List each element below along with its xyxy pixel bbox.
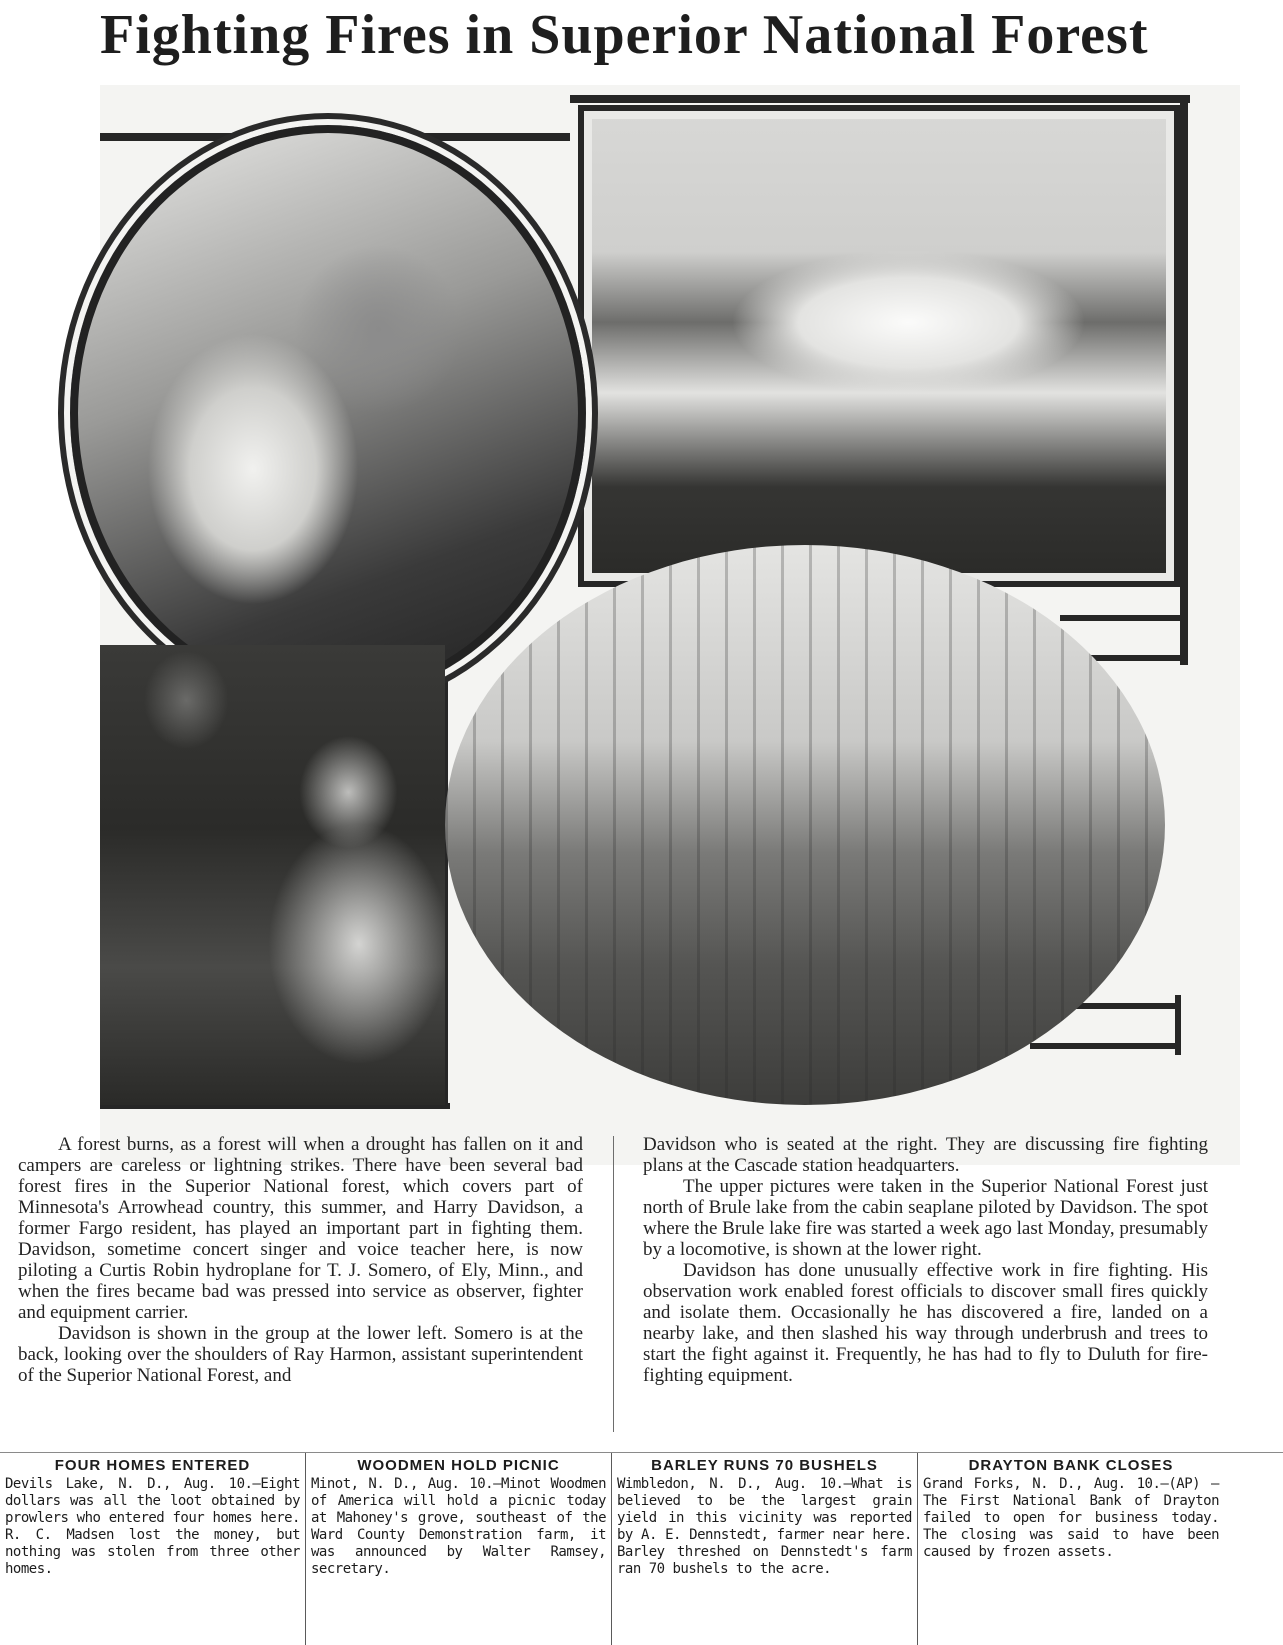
brief-text: Grand Forks, N. D., Aug. 10.—(AP) —The First National Bank of Drayton failed to open for business today. The closing was said to have been caused by frozen assets. xyxy=(923,1476,1219,1560)
column-divider xyxy=(613,1136,614,1432)
brief-title: FOUR HOMES ENTERED xyxy=(54,1457,251,1474)
article-paragraph: Davidson has done unusually effective work in fire fighting. His observation work enabled forest officials to discover small fires quickly and isolate them. Occasionally he has discovered a fire, landed on a nearby lake, and then slashed his way through underbrush and trees to start the fight against it. Frequently, he has had to fly to Duluth for fire-fighting equipment. xyxy=(643,1260,1208,1386)
article-column-right xyxy=(643,1134,1208,1434)
brief-title: DRAYTON BANK CLOSES xyxy=(968,1457,1174,1474)
article-paragraph: Davidson is shown in the group at the lower left. Somero is at the back, looking over the shoulders of Ray Harmon, assistant superintendent of the Superior National Forest, and xyxy=(18,1323,583,1386)
frame-bar xyxy=(1175,995,1181,1055)
burned-forest-oval-photo xyxy=(445,545,1165,1105)
brief-item xyxy=(918,1453,1224,1645)
aerial-smoke-photo xyxy=(578,105,1180,587)
article-paragraph: A forest burns, as a forest will when a drought has fallen on it and campers are careless or lightning strikes. There have been several bad forest fires in the Superior National forest, which covers part of Minnesota's Arrowhead country, this summer, and Harry Davidson, a former Fargo resident, has played an important part in fighting them. Davidson, sometime concert singer and voice teacher here, is now piloting a Curtis Robin hydroplane for T. J. Somero, of Ely, Minn., and when the fires became bad was pressed into service as observer, fighter and equipment carrier. xyxy=(18,1134,583,1323)
headline: Fighting Fires in Superior National Forest xyxy=(100,4,1149,66)
brief-title: WOODMEN HOLD PICNIC xyxy=(357,1457,560,1474)
article-paragraph: Davidson who is seated at the right. They are discussing fire fighting plans at the Cascade station headquarters. xyxy=(643,1134,1208,1176)
frame-bar xyxy=(1060,615,1180,621)
article-column-left xyxy=(18,1134,583,1434)
brief-title: BARLEY RUNS 70 BUSHELS xyxy=(651,1457,878,1474)
brief-item xyxy=(612,1453,918,1645)
brief-text: Devils Lake, N. D., Aug. 10.—Eight dollars was all the loot obtained by prowlers who entered four homes here. R. C. Madsen lost the money, but nothing was stolen from three other homes. xyxy=(5,1476,300,1577)
news-briefs xyxy=(0,1452,1283,1645)
forest-fire-circle-photo xyxy=(70,125,586,701)
group-of-men-photo xyxy=(100,645,445,1105)
frame-bar xyxy=(1030,1043,1180,1049)
article-body xyxy=(18,1134,1208,1434)
article-paragraph: The upper pictures were taken in the Superior National Forest just north of Brule lake from the cabin seaplane piloted by Davidson. The spot where the Brule lake fire was started a week ago last Monday, presumably by a locomotive, is shown at the lower right. xyxy=(643,1176,1208,1260)
brief-text: Wimbledon, N. D., Aug. 10.—What is believed to be the largest grain yield in this vicinity was reported by A. E. Dennstedt, farmer near here. Barley threshed on Dennstedt's farm ran 70 bushels to the acre. xyxy=(617,1476,912,1577)
frame-bar xyxy=(1180,95,1188,665)
brief-item xyxy=(306,1453,612,1645)
brief-item xyxy=(0,1453,306,1645)
photo-collage xyxy=(100,85,1240,1165)
brief-text: Minot, N. D., Aug. 10.—Minot Woodmen of America will hold a picnic today at Mahoney's grove, southeast of the Ward County Demonstration farm, it was announced by Walter Ramsey, secretary. xyxy=(311,1476,606,1577)
frame-bar xyxy=(570,95,1190,103)
